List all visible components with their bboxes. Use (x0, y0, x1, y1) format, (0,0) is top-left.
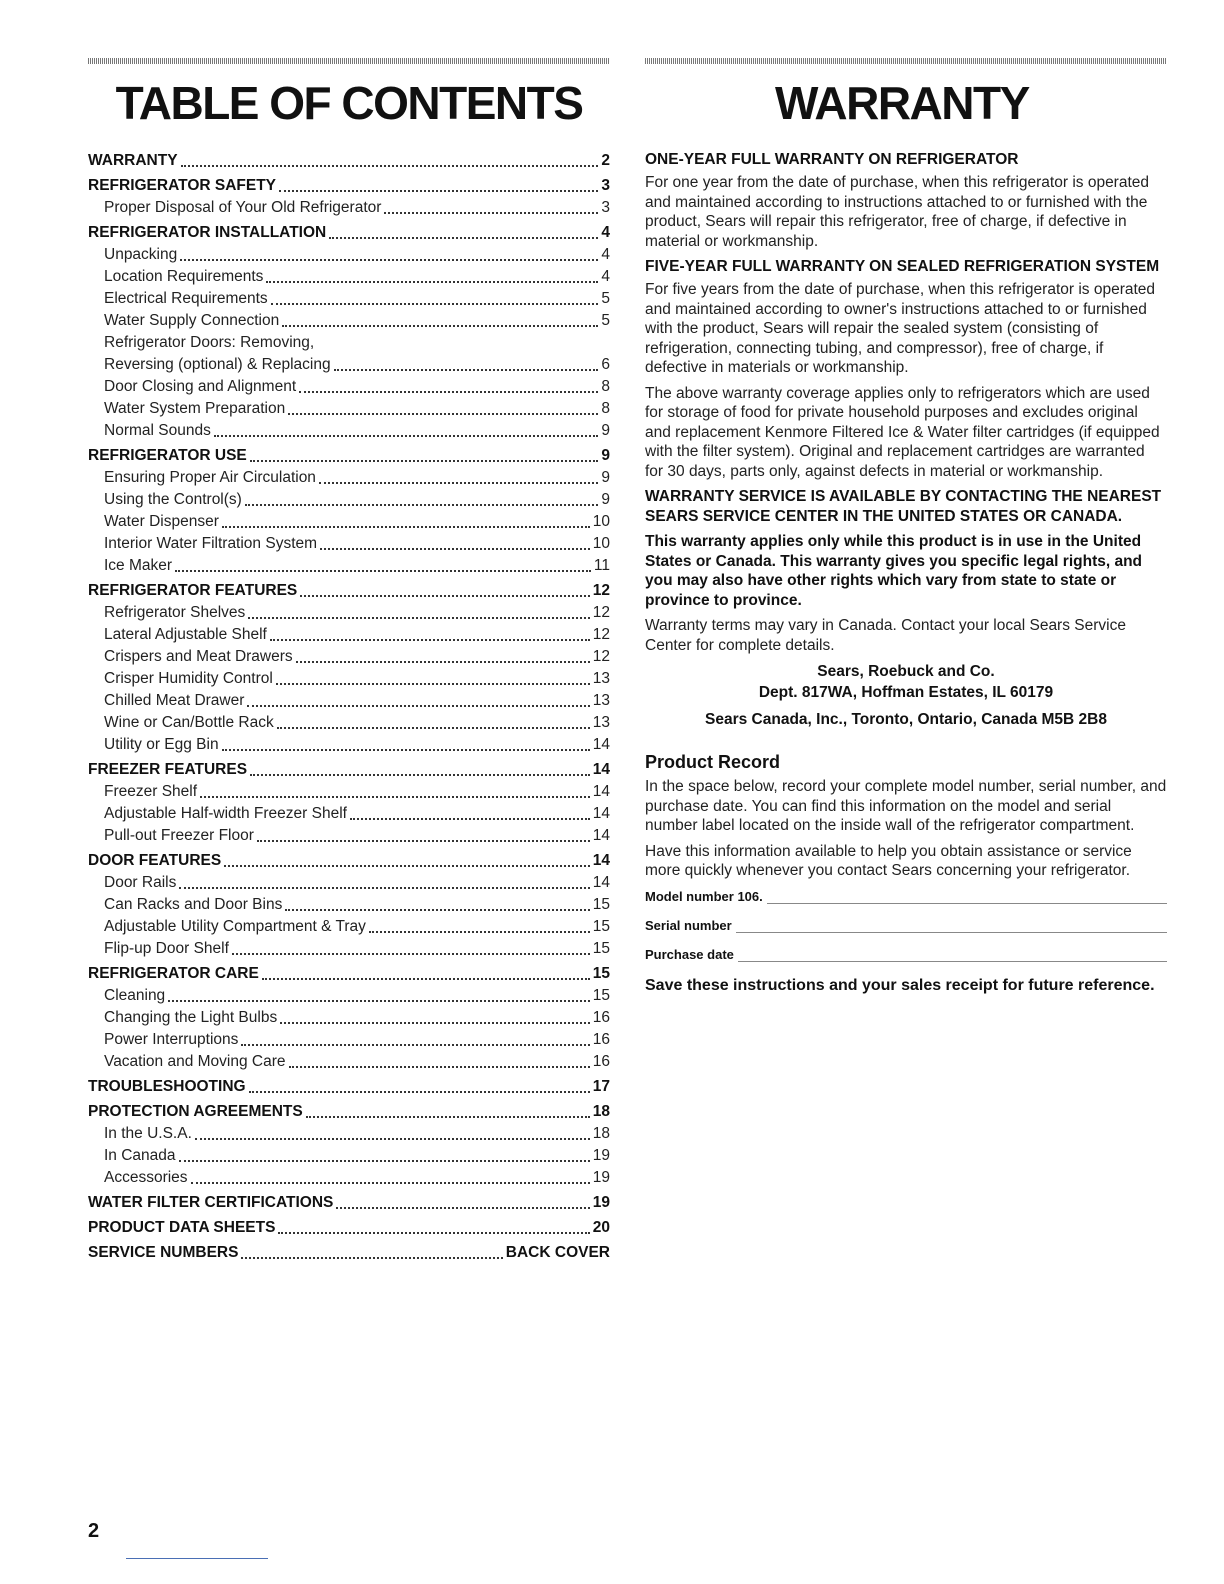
toc-entry-page: 17 (592, 1078, 610, 1095)
toc-leader-dots (280, 1022, 590, 1024)
toc-leader-dots (250, 460, 599, 462)
toc-leader-dots (270, 639, 590, 641)
toc-entry-page: 9 (601, 422, 610, 439)
toc-leader-dots (249, 1091, 590, 1093)
toc-section-entry (88, 1076, 610, 1098)
toc-entry-page: 6 (601, 356, 610, 373)
purchase-date-field (645, 947, 1167, 962)
serial-number-label: Serial number (645, 917, 732, 933)
toc-leader-dots (277, 727, 590, 729)
toc-entry-label: Interior Water Filtration System (104, 535, 318, 552)
toc-subentry (88, 511, 610, 533)
toc-entry-page: 9 (601, 469, 610, 486)
toc-entry-page: 2 (601, 152, 610, 169)
toc-entry-page: 8 (601, 400, 610, 417)
five-year-heading: FIVE-YEAR FULL WARRANTY ON SEALED REFRIGERATION SYSTEM (645, 258, 1160, 275)
toc-entry-label: PRODUCT DATA SHEETS (88, 1219, 276, 1236)
purchase-date-line (738, 949, 1167, 962)
toc-entry-label: Pull-out Freezer Floor (104, 827, 254, 844)
toc-section-entry (88, 963, 610, 985)
toc-entry-page: 15 (592, 918, 610, 935)
toc-entry-label: DOOR FEATURES (88, 852, 222, 869)
toc-entry-page: 13 (592, 692, 610, 709)
toc-leader-dots (191, 1182, 590, 1184)
toc-leader-dots (222, 749, 590, 751)
toc-subentry (88, 1029, 610, 1051)
footer-rule (126, 1558, 268, 1559)
toc-entry-page: 15 (592, 896, 610, 913)
toc-leader-dots (384, 212, 598, 214)
toc-entry-page: 15 (592, 965, 610, 982)
toc-subentry (88, 668, 610, 690)
toc-entry-page: 13 (592, 670, 610, 687)
toc-entry-page: 15 (592, 987, 610, 1004)
warranty-title: WARRANTY (775, 77, 1029, 129)
toc-entry-page: 11 (593, 557, 610, 574)
warranty-column (645, 58, 1167, 996)
toc-subentry (88, 803, 610, 825)
toc-entry-label: Wine or Can/Bottle Rack (104, 714, 274, 731)
toc-subentry (88, 310, 610, 332)
address-line-1: Sears, Roebuck and Co. (817, 663, 995, 680)
toc-entry-page: 4 (601, 224, 610, 241)
toc-subentry (88, 354, 610, 376)
toc-entry-page: 19 (592, 1169, 610, 1186)
toc-entry-label: Crisper Humidity Control (104, 670, 273, 687)
toc-entry-label: In Canada (104, 1147, 176, 1164)
toc-column (88, 58, 610, 1264)
toc-subentry (88, 712, 610, 734)
toc-leader-dots (350, 818, 590, 820)
toc-leader-dots (179, 887, 589, 889)
toc-section-entry (88, 445, 610, 467)
toc-entry-label: REFRIGERATOR SAFETY (88, 177, 277, 194)
toc-entry-label: SERVICE NUMBERS (88, 1244, 239, 1261)
toc-subentry (88, 332, 610, 354)
toc-leader-dots (168, 1000, 590, 1002)
toc-entry-label: Can Racks and Door Bins (104, 896, 283, 913)
toc-entry-label: TROUBLESHOOTING (88, 1078, 246, 1095)
toc-entry-label: WATER FILTER CERTIFICATIONS (88, 1194, 334, 1211)
serial-number-field (645, 918, 1167, 933)
toc-leader-dots (306, 1116, 590, 1118)
toc-subentry (88, 1007, 610, 1029)
toc-leader-dots (289, 1066, 590, 1068)
toc-leader-dots (232, 953, 590, 955)
toc-entry-label: Water Dispenser (104, 513, 219, 530)
toc-entry-label: Adjustable Half-width Freezer Shelf (104, 805, 347, 822)
toc-entry-label: Ice Maker (104, 557, 173, 574)
toc-entry-label: Normal Sounds (104, 422, 211, 439)
toc-entry-page: 14 (592, 783, 610, 800)
toc-entry-page: 12 (592, 626, 610, 643)
toc-subentry (88, 467, 610, 489)
toc-subentry (88, 624, 610, 646)
toc-subentry (88, 244, 610, 266)
toc-entry-label: WARRANTY (88, 152, 178, 169)
toc-entry-label: REFRIGERATOR INSTALLATION (88, 224, 327, 241)
toc-subentry (88, 985, 610, 1007)
toc-entry-label: PROTECTION AGREEMENTS (88, 1103, 303, 1120)
toc-entry-label: Utility or Egg Bin (104, 736, 219, 753)
save-note: Save these instructions and your sales receipt for future reference. (645, 976, 1155, 994)
serial-number-line (736, 920, 1167, 933)
toc-entry-page: 19 (592, 1194, 610, 1211)
toc-subentry (88, 1051, 610, 1073)
toc-entry-label: Door Rails (104, 874, 177, 891)
toc-entry-page: 8 (601, 378, 610, 395)
toc-subentry (88, 197, 610, 219)
toc-subentry (88, 781, 610, 803)
toc-leader-dots (241, 1257, 502, 1259)
toc-entry-label: Unpacking (104, 246, 178, 263)
toc-entry-label: Vacation and Moving Care (104, 1053, 286, 1070)
toc-entry-page: 3 (601, 199, 610, 216)
toc-entry-label: Proper Disposal of Your Old Refrigerator (104, 199, 382, 216)
model-number-label: Model number 106. (645, 888, 763, 904)
address-line-2: Dept. 817WA, Hoffman Estates, IL 60179 (758, 684, 1054, 701)
toc-entry-label: Chilled Meat Drawer (104, 692, 245, 709)
toc-entry-page: 18 (592, 1125, 610, 1142)
toc-entry-label: Refrigerator Shelves (104, 604, 246, 621)
toc-entry-page: 14 (592, 736, 610, 753)
toc-entry-page: 16 (592, 1053, 610, 1070)
toc-entry-page: 14 (592, 852, 610, 869)
toc-leader-dots (334, 369, 599, 371)
toc-leader-dots (180, 259, 598, 261)
toc-leader-dots (369, 931, 590, 933)
toc-entry-page: 15 (592, 940, 610, 957)
toc-leader-dots (175, 570, 591, 572)
toc-entry-label: Water Supply Connection (104, 312, 280, 329)
toc-entry-label: Power Interruptions (104, 1031, 239, 1048)
toc-subentry (88, 1167, 610, 1189)
toc-entry-label: Accessories (104, 1169, 188, 1186)
toc-entry-page: 16 (592, 1031, 610, 1048)
toc-entry-page: 12 (592, 582, 610, 599)
product-record-intro: In the space below, record your complete model number, serial number, and purchase date. You can find this information on the model and serial number label located on the inside wall of the refrigerator compartment. (645, 778, 1167, 834)
page-number: 2 (88, 1520, 100, 1542)
toc-leader-dots (282, 325, 598, 327)
toc-leader-dots (179, 1160, 590, 1162)
toc-section-entry (88, 1217, 610, 1239)
toc-leader-dots (181, 165, 599, 167)
toc-leader-dots (224, 865, 590, 867)
toc-entry-page: 14 (592, 874, 610, 891)
toc-section-entry (88, 150, 610, 172)
toc-subentry (88, 894, 610, 916)
toc-leader-dots (319, 482, 598, 484)
toc-entry-page: 9 (601, 447, 610, 464)
toc-entry-page: 5 (601, 290, 610, 307)
toc-entry-page: 14 (592, 827, 610, 844)
toc-subentry (88, 734, 610, 756)
toc-entry-page: BACK COVER (505, 1244, 610, 1261)
toc-subentry (88, 602, 610, 624)
toc-leader-dots (271, 303, 599, 305)
service-text: WARRANTY SERVICE IS AVAILABLE BY CONTACTING THE NEAREST SEARS SERVICE CENTER IN THE UNITED STATES OR CANADA. (645, 488, 1162, 525)
toc-entry-page: 5 (601, 312, 610, 329)
five-year-text: For five years from the date of purchase, when this refrigerator is operated and maintained according to owner's instructions attached to or furnished with the product, Sears will repair the sealed system (consisting of refrigeration, connecting tubing, and compressor), free of charge, if defective in materials or workmanship. (645, 281, 1156, 376)
toc-subentry (88, 938, 610, 960)
toc-section-entry (88, 580, 610, 602)
address-canada: Sears Canada, Inc., Toronto, Ontario, Canada M5B 2B8 (705, 711, 1107, 728)
toc-entry-label: Water System Preparation (104, 400, 286, 417)
model-number-field (645, 889, 1167, 904)
toc-subentry (88, 825, 610, 847)
toc-entry-page: 13 (592, 714, 610, 731)
header-rule (88, 58, 610, 64)
toc-entry-label: Freezer Shelf (104, 783, 198, 800)
toc-entry-label: Changing the Light Bulbs (104, 1009, 278, 1026)
toc-leader-dots (245, 504, 599, 506)
header-rule (645, 58, 1167, 64)
toc-entry-label: Door Closing and Alignment (104, 378, 297, 395)
toc-leader-dots (241, 1044, 589, 1046)
toc-leader-dots (200, 796, 590, 798)
toc-leader-dots (329, 237, 598, 239)
toc-subentry (88, 1123, 610, 1145)
toc-section-entry (88, 1242, 610, 1264)
toc-entry-page: 10 (592, 535, 610, 552)
toc-list (88, 150, 610, 1264)
toc-entry-page: 14 (592, 805, 610, 822)
toc-title: TABLE OF CONTENTS (115, 77, 583, 129)
toc-entry-label: Adjustable Utility Compartment & Tray (104, 918, 366, 935)
toc-entry-label: Cleaning (104, 987, 166, 1004)
toc-entry-label: REFRIGERATOR CARE (88, 965, 259, 982)
toc-leader-dots (320, 548, 590, 550)
toc-entry-label: Flip-up Door Shelf (104, 940, 229, 957)
toc-leader-dots (195, 1138, 590, 1140)
purchase-date-label: Purchase date (645, 946, 734, 962)
toc-section-entry (88, 222, 610, 244)
toc-subentry (88, 872, 610, 894)
toc-leader-dots (278, 1232, 589, 1234)
toc-entry-page: 10 (592, 513, 610, 530)
toc-leader-dots (214, 435, 599, 437)
toc-entry-label: In the U.S.A. (104, 1125, 192, 1142)
toc-entry-label: Lateral Adjustable Shelf (104, 626, 267, 643)
toc-section-entry (88, 850, 610, 872)
toc-subentry (88, 690, 610, 712)
toc-entry-page: 18 (592, 1103, 610, 1120)
one-year-heading: ONE-YEAR FULL WARRANTY ON REFRIGERATOR (645, 151, 1019, 168)
toc-entry-label: Refrigerator Doors: Removing, (104, 334, 315, 351)
toc-entry-label: REFRIGERATOR FEATURES (88, 582, 298, 599)
one-year-text: For one year from the date of purchase, when this refrigerator is operated and maintained according to instructions attached to or furnished with the product, Sears will repair this refrigerator, free of charge, if defective in material or workmanship. (645, 174, 1150, 250)
toc-leader-dots (266, 281, 598, 283)
toc-leader-dots (299, 391, 598, 393)
toc-entry-page: 4 (601, 268, 610, 285)
toc-entry-page: 4 (601, 246, 610, 263)
toc-subentry (88, 376, 610, 398)
toc-subentry (88, 555, 610, 577)
toc-leader-dots (296, 661, 590, 663)
toc-entry-label: Reversing (optional) & Replacing (104, 356, 331, 373)
toc-section-entry (88, 1192, 610, 1214)
toc-leader-dots (250, 774, 590, 776)
toc-subentry (88, 646, 610, 668)
toc-leader-dots (279, 190, 598, 192)
toc-entry-page: 14 (592, 761, 610, 778)
toc-section-entry (88, 175, 610, 197)
rights-text: This warranty applies only while this product is in use in the United States or Canada. This warranty gives you specific legal rights, and you may also have other rights which vary from state to state or province to province. (645, 533, 1143, 609)
toc-leader-dots (257, 840, 590, 842)
toc-entry-page: 9 (601, 491, 610, 508)
toc-entry-label: FREEZER FEATURES (88, 761, 248, 778)
toc-entry-label: Electrical Requirements (104, 290, 268, 307)
toc-subentry (88, 489, 610, 511)
toc-leader-dots (285, 909, 589, 911)
product-record-assist: Have this information available to help you obtain assistance or service more quickly whenever you contact Sears concerning your refrigerator. (645, 842, 1132, 879)
toc-entry-page: 12 (592, 604, 610, 621)
canada-text: Warranty terms may vary in Canada. Contact your local Sears Service Center for complete details. (645, 617, 1126, 654)
toc-leader-dots (276, 683, 590, 685)
toc-entry-label: Using the Control(s) (104, 491, 242, 508)
toc-entry-page: 12 (592, 648, 610, 665)
toc-leader-dots (248, 617, 589, 619)
toc-subentry (88, 398, 610, 420)
toc-subentry (88, 533, 610, 555)
product-record-title: Product Record (645, 752, 781, 772)
toc-section-entry (88, 759, 610, 781)
toc-subentry (88, 1145, 610, 1167)
toc-entry-label: Location Requirements (104, 268, 264, 285)
toc-subentry (88, 266, 610, 288)
toc-leader-dots (300, 595, 589, 597)
toc-subentry (88, 420, 610, 442)
toc-entry-label: REFRIGERATOR USE (88, 447, 247, 464)
toc-entry-page: 3 (601, 177, 610, 194)
toc-leader-dots (222, 526, 590, 528)
toc-section-entry (88, 1101, 610, 1123)
toc-leader-dots (262, 978, 590, 980)
toc-leader-dots (247, 705, 589, 707)
toc-leader-dots (288, 413, 598, 415)
toc-entry-page: 20 (592, 1219, 610, 1236)
model-number-line (767, 891, 1167, 904)
toc-entry-page: 19 (592, 1147, 610, 1164)
toc-entry-label: Crispers and Meat Drawers (104, 648, 293, 665)
coverage-text: The above warranty coverage applies only to refrigerators which are used for storage of food for private household purposes and excludes original and replacement Kenmore Filtered Ice & Water filter cartridges (if equipped with the filter system). Original and replacement cartridges are warranted for 30 days, parts only, against defects in material or workmanship. (645, 384, 1160, 480)
toc-subentry (88, 288, 610, 310)
toc-entry-page: 16 (592, 1009, 610, 1026)
toc-leader-dots (336, 1207, 589, 1209)
toc-entry-label: Ensuring Proper Air Circulation (104, 469, 316, 486)
toc-subentry (88, 916, 610, 938)
